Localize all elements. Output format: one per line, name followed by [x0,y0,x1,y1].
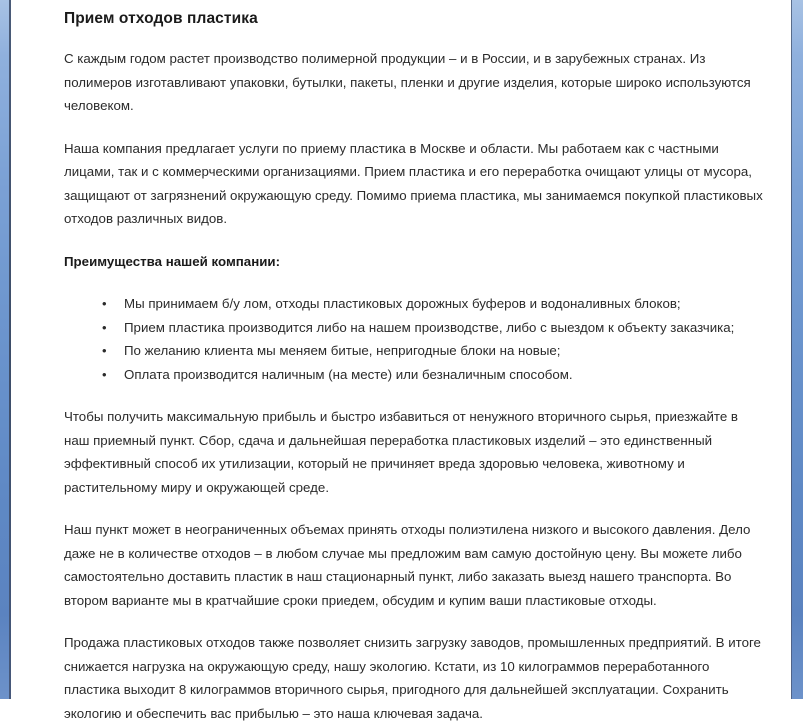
body-paragraph-3: Продажа пластиковых отходов также позволяет снизить загрузку заводов, промышленных предприятий. В итоге снижается нагрузка на окружающую среду, нашу экологию. Кстати, из 10 килограммов переработанного пластика выходит 8 килограммов вторичного сырья, пригодного для дальнейшей эксплуатации. Сохранить экологию и обеспечить вас прибылью – это наша ключевая задача. [64,635,761,721]
advantages-list [64,292,763,386]
intro-paragraph-2: Наша компания предлагает услуги по приему пластика в Москве и области. Мы работаем как с частными лицами, так и с коммерческими организациями. Прием пластика и его переработка очищают улицы от мусора, защищают от загрязнений окружающую среду. Помимо приема пластика, мы занимаемся покупкой пластиковых отходов различных видов. [64,140,763,227]
list-item-label: По желанию клиента мы меняем битые, непригодные блоки на новые; [124,343,561,359]
list-item [64,316,763,340]
list-item-label: Мы принимаем б/у лом, отходы пластиковых дорожных буферов и водоналивных блоков; [124,296,681,312]
list-item [64,339,763,363]
intro-paragraph-1: С каждым годом растет производство полимерной продукции – и в России, и в зарубежных странах. Из полимеров изготавливают упаковки, бутылки, пакеты, пленки и другие изделия, которые широко используются человеком. [64,51,751,114]
list-item-label: Оплата производится наличным (на месте) или безналичным способом. [124,366,573,382]
bullet-dot-icon: • [102,296,107,312]
list-item [64,292,763,316]
bullet-dot-icon: • [102,343,107,359]
body-paragraph-2: Наш пункт может в неограниченных объемах принять отходы полиэтилена низкого и высокого давления. Дело даже не в количестве отходов – в любом случае мы предложим вам самую достойную цену. Вы можете либо самостоятельно доставить пластик в наш стационарный пункт, либо заказать выезд нашего транспорта. Во втором варианте мы в кратчайшие сроки приедем, обсудим и купим ваши пластиковые отходы. [64,522,751,608]
window-frame-right-gradient [792,0,803,699]
list-item-label: Прием пластика производится либо на нашем производстве, либо с выездом к объекту заказчика; [124,319,735,335]
window-frame-left-gradient [0,0,9,699]
document-page [11,0,791,721]
list-item [64,363,763,387]
bullet-dot-icon: • [102,366,107,382]
advantages-subheading: Преимущества нашей компании: [64,253,281,269]
page-title: Прием отходов пластика [64,10,258,27]
bullet-dot-icon: • [102,319,107,335]
body-paragraph-1: Чтобы получить максимальную прибыль и быстро избавиться от ненужного вторичного сырья, приезжайте в наш приемный пункт. Сбор, сдача и дальнейшая переработка пластиковых изделий – это единственный эффективный способ их утилизации, который не причиняет вреда здоровью человека, животному и растительному миру и окружающей среде. [64,409,738,495]
